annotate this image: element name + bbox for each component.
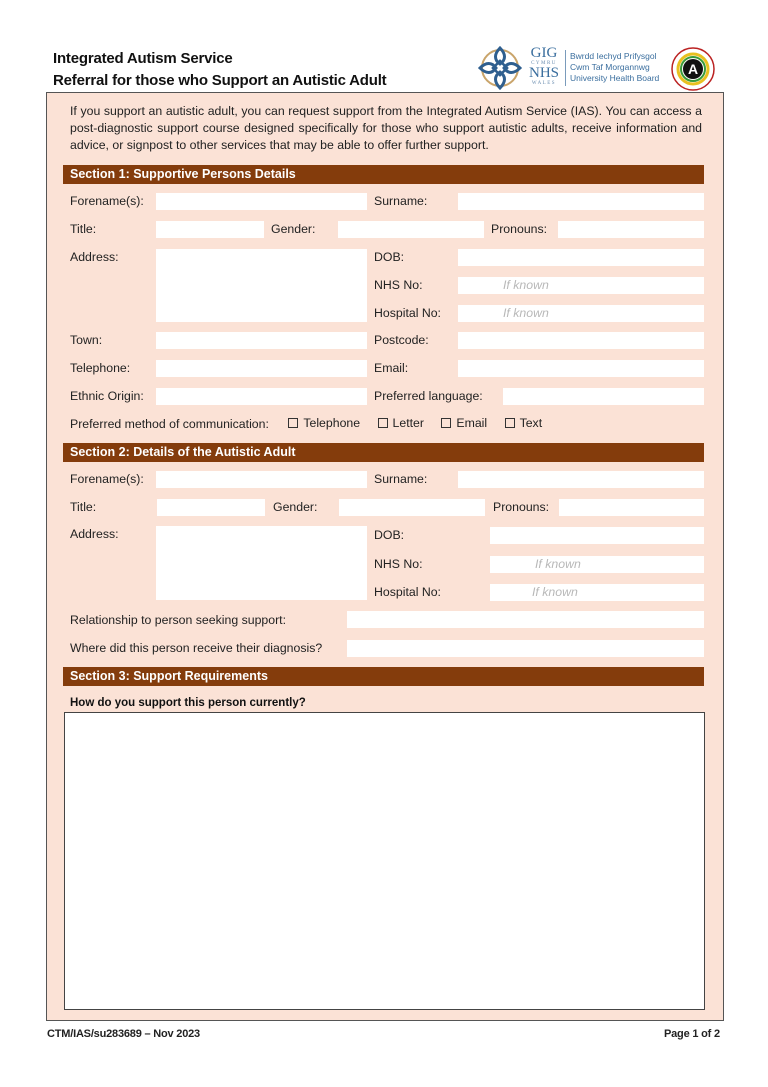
checkbox-icon[interactable]	[441, 418, 451, 428]
s1-telephone-label: Telephone:	[70, 361, 131, 375]
s2-relationship-label: Relationship to person seeking support:	[70, 613, 287, 627]
svg-text:A: A	[687, 61, 699, 77]
s1-forename-label: Forename(s):	[70, 194, 144, 208]
s1-dob-field[interactable]	[458, 249, 704, 266]
s2-nhs-no-field[interactable]	[490, 556, 704, 573]
s1-town-label: Town:	[70, 333, 103, 347]
logo-divider	[565, 50, 566, 86]
checkbox-icon[interactable]	[378, 418, 388, 428]
s1-surname-field[interactable]	[458, 193, 704, 210]
nhs-wales-knot-logo-icon	[476, 44, 524, 92]
s2-gender-field[interactable]	[339, 499, 485, 516]
s1-address-field[interactable]	[156, 249, 367, 322]
s1-email-field[interactable]	[458, 360, 704, 377]
s1-address-label: Address:	[70, 250, 119, 264]
s2-forename-label: Forename(s):	[70, 472, 144, 486]
comm-option-email[interactable]: Email	[441, 416, 487, 430]
s1-nhs-no-field[interactable]	[458, 277, 704, 294]
service-title: Integrated Autism Service	[53, 50, 233, 67]
comm-option-text[interactable]: Text	[505, 416, 543, 430]
s2-nhs-no-label: NHS No:	[374, 557, 423, 571]
s2-hospital-no-placeholder: If known	[532, 585, 578, 599]
s2-surname-label: Surname:	[374, 472, 428, 486]
s2-forename-field[interactable]	[156, 471, 367, 488]
s1-title-label: Title:	[70, 222, 97, 236]
s2-pronouns-field[interactable]	[559, 499, 704, 516]
s1-hospital-no-placeholder: If known	[503, 306, 549, 320]
s1-postcode-label: Postcode:	[374, 333, 429, 347]
s2-diagnosis-location-label: Where did this person receive their diagnosis?	[70, 641, 323, 655]
s2-dob-field[interactable]	[490, 527, 704, 544]
s1-surname-label: Surname:	[374, 194, 428, 208]
intro-paragraph: If you support an autistic adult, you can request support from the Integrated Autism Service (IAS). You can access a post-diagnostic support course designed specifically for those who support autistic adults, receive information and advice, or signpost to other services that may be able to offer further support.	[70, 104, 702, 152]
comm-option-telephone[interactable]: Telephone	[288, 416, 360, 430]
s1-telephone-field[interactable]	[156, 360, 367, 377]
s2-diagnosis-location-field[interactable]	[347, 640, 704, 657]
s2-relationship-field[interactable]	[347, 611, 704, 628]
s2-address-label: Address:	[70, 527, 119, 541]
s2-hospital-no-field[interactable]	[490, 584, 704, 601]
section-3-header: Section 3: Support Requirements	[63, 667, 704, 686]
s2-gender-label: Gender:	[273, 500, 318, 514]
s1-nhs-no-label: NHS No:	[374, 278, 423, 292]
form-title: Referral for those who Support an Autistic Adult	[53, 72, 387, 89]
s1-gender-label: Gender:	[271, 222, 316, 236]
s2-hospital-no-label: Hospital No:	[374, 585, 441, 599]
ias-circle-logo-icon	[670, 46, 716, 92]
gig-nhs-wordmark: GIG CYMRU NHS WALES	[528, 45, 559, 86]
s1-preferred-language-field[interactable]	[503, 388, 704, 405]
s1-town-field[interactable]	[156, 332, 367, 349]
s1-title-field[interactable]	[156, 221, 264, 238]
section-2-header: Section 2: Details of the Autistic Adult	[63, 443, 704, 462]
page-number: Page 1 of 2	[664, 1028, 720, 1040]
s2-title-field[interactable]	[157, 499, 265, 516]
s1-preferred-language-label: Preferred language:	[374, 389, 483, 403]
s2-nhs-no-placeholder: If known	[535, 557, 581, 571]
s2-pronouns-label: Pronouns:	[493, 500, 550, 514]
section-1-header: Section 1: Supportive Persons Details	[63, 165, 704, 184]
support-question: How do you support this person currently?	[70, 697, 306, 709]
s2-surname-field[interactable]	[458, 471, 704, 488]
support-answer-textarea[interactable]	[64, 712, 705, 1010]
s1-dob-label: DOB:	[374, 250, 405, 264]
s2-dob-label: DOB:	[374, 528, 405, 542]
checkbox-icon[interactable]	[505, 418, 515, 428]
s2-title-label: Title:	[70, 500, 97, 514]
s1-postcode-field[interactable]	[458, 332, 704, 349]
s1-pronouns-field[interactable]	[558, 221, 704, 238]
s1-email-label: Email:	[374, 361, 409, 375]
s1-ethnic-origin-label: Ethnic Origin:	[70, 389, 144, 403]
s1-hospital-no-label: Hospital No:	[374, 306, 441, 320]
s2-address-field[interactable]	[156, 526, 367, 600]
s1-nhs-no-placeholder: If known	[503, 278, 549, 292]
s1-forename-field[interactable]	[156, 193, 367, 210]
s1-ethnic-origin-field[interactable]	[156, 388, 367, 405]
s1-pronouns-label: Pronouns:	[491, 222, 548, 236]
communication-method-row	[70, 416, 556, 431]
s1-gender-field[interactable]	[338, 221, 484, 238]
comm-option-letter[interactable]: Letter	[378, 416, 424, 430]
document-reference: CTM/IAS/su283689 – Nov 2023	[47, 1028, 200, 1040]
s1-hospital-no-field[interactable]	[458, 305, 704, 322]
health-board-name: Bwrdd Iechyd Prifysgol Cwm Taf Morgannwg University Health Board	[570, 51, 660, 83]
communication-method-label: Preferred method of communication:	[70, 417, 269, 431]
checkbox-icon[interactable]	[288, 418, 298, 428]
